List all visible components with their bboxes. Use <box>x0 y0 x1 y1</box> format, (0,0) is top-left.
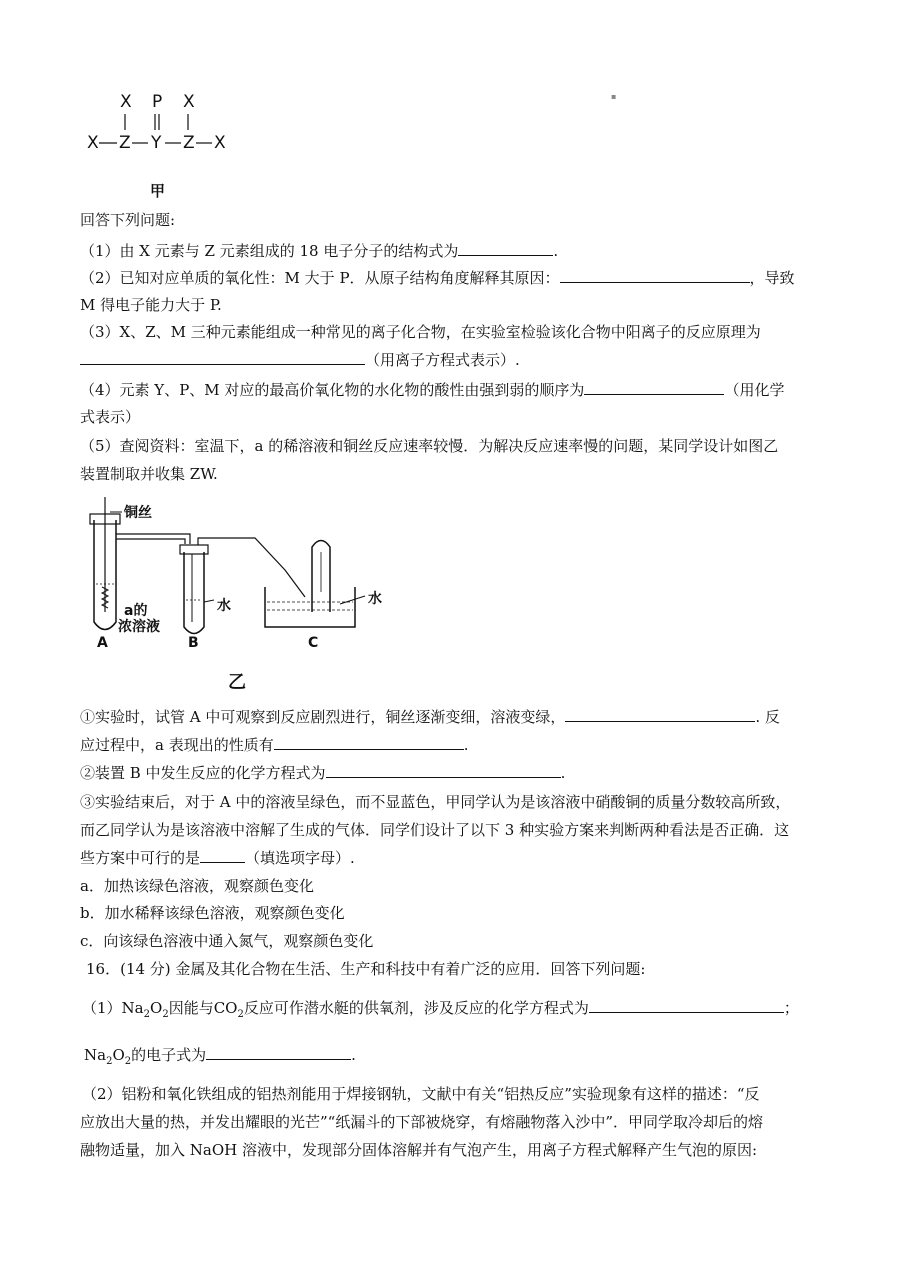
answer-blank <box>565 707 755 722</box>
label-a-solution: a的 <box>124 603 148 619</box>
label-water-b: 水 <box>217 598 231 614</box>
atom-x-left: X <box>87 133 99 153</box>
atom-z-left: Z <box>119 133 131 153</box>
answer-blank <box>584 380 724 395</box>
label-water-c: 水 <box>368 591 382 607</box>
option-b: b．加水稀释该绿色溶液，观察颜色变化 <box>80 904 345 922</box>
question-16-1b: $Na_2O_2$的电子式为 . <box>84 1046 356 1067</box>
label-copper-wire: 铜丝 <box>124 505 152 521</box>
atom-x-top-right: X <box>183 92 195 112</box>
question-4: （4）元素 Y、P、M 对应的最高价氧化物的水化物的酸性由强到弱的顺序为 （用化学 <box>80 381 785 399</box>
label-tube-b: B <box>188 635 199 651</box>
question-16-2-line2: 应放出大量的热，并发出耀眼的光芒”“纸漏斗的下部被烧穿，有熔融物落入沙中”．甲同学取冷却后的熔 <box>80 1113 764 1131</box>
question-5-line2: 装置制取并收集 ZW. <box>80 465 218 483</box>
answer-blank <box>326 763 561 778</box>
atom-y-center: Y <box>151 133 162 153</box>
figure-caption-jia: 甲 <box>150 182 166 200</box>
question-2-cont: M 得电子能力大于 P. <box>80 296 222 314</box>
subquestion-3-line1: ③实验结束后，对于 A 中的溶液呈绿色，而不显蓝色，甲同学认为是该溶液中硝酸铜的质量分数较高所致， <box>80 793 791 811</box>
subquestion-2: ②装置 B 中发生反应的化学方程式为 . <box>80 764 566 782</box>
label-tube-a: A <box>97 635 108 651</box>
atom-x-top-left: X <box>120 92 132 112</box>
question-4-cont: 式表示） <box>80 408 141 426</box>
stray-mark: ▪ <box>611 92 617 101</box>
subquestion-3-line2: 而乙同学认为是该溶液中溶解了生成的气体．同学们设计了以下 3 种实验方案来判断两种看法是否正确．这 <box>80 821 790 839</box>
atom-z-right: Z <box>183 133 195 153</box>
question-1: （1）由 X 元素与 Z 元素组成的 18 电子分子的结构式为 . <box>80 242 559 260</box>
subquestion-1: ①实验时，试管 A 中可观察到反应剧烈进行，铜丝逐渐变细，溶液变绿， . 反 <box>80 708 780 726</box>
subquestion-1-cont: 应过程中，a 表现出的性质有 . <box>80 736 469 754</box>
option-a: a．加热该绿色溶液，观察颜色变化 <box>80 877 314 895</box>
subquestion-3-line3: 些方案中可行的是 （填选项字母）. <box>80 849 355 867</box>
answer-blank <box>458 241 553 256</box>
label-concentrated: 浓溶液 <box>118 619 160 635</box>
answer-blank <box>200 848 245 863</box>
answer-blank <box>274 735 464 750</box>
question-2: （2）已知对应单质的氧化性：M 大于 P．从原子结构角度解释其原因： ，导致 <box>80 269 795 287</box>
answer-blank <box>560 268 750 283</box>
question-16-2-line3: 融物适量，加入 NaOH 溶液中，发现部分固体溶解并有气泡产生，用离子方程式解释产生气泡的原因: <box>80 1141 758 1159</box>
question-5-line1: （5）查阅资料：室温下，a 的稀溶液和铜丝反应速率较慢．为解决反应速率慢的问题，某同学设计如图乙 <box>80 437 779 455</box>
question-3: （3）X、Z、M 三种元素能组成一种常见的离子化合物，在实验室检验该化合物中阳离子的反应原理为 <box>80 323 761 341</box>
question-3-cont: （用离子方程式表示）. <box>80 350 520 370</box>
question-intro: 回答下列问题: <box>80 211 176 229</box>
atom-p-top: P <box>152 92 163 112</box>
answer-blank <box>589 998 784 1013</box>
answer-blank <box>80 350 365 365</box>
question-16-2-line1: （2）铝粉和氧化铁组成的铝热剂能用于焊接钢轨，文献中有关“铝热反应”实验现象有这样的描述：“反 <box>82 1085 760 1103</box>
answer-blank <box>206 1045 351 1060</box>
question-16: 16．(14 分) 金属及其化合物在生活、生产和科技中有着广泛的应用．回答下列问题: <box>86 960 646 978</box>
question-16-1: $(1)Na_2O_2$因能与$CO_2$反应可作潜水艇的供氧剂，涉及反应的化学方程式为 ； <box>82 999 799 1020</box>
option-c: c．向该绿色溶液中通入氮气，观察颜色变化 <box>80 932 374 950</box>
figure-caption-yi: 乙 <box>228 672 246 693</box>
label-tube-c: C <box>308 635 319 651</box>
apparatus-figure <box>80 492 410 662</box>
atom-x-right: X <box>214 133 226 153</box>
